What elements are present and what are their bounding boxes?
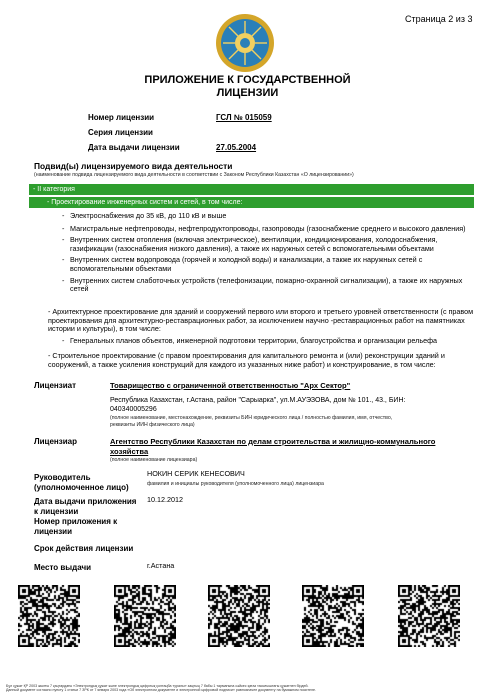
document-title-line2: ЛИЦЕНЗИИ: [216, 87, 279, 99]
engineering-design-label: - Проектирование инженерных систем и сетей, в том числе:: [47, 199, 243, 206]
engineering-items-list: [62, 212, 474, 294]
qr-code-icon: [302, 585, 364, 647]
head-label-line2: (уполномоченное лицо): [34, 483, 129, 492]
appendix-date-value: 10.12.2012: [147, 495, 183, 504]
licensee-note: (полное наименование, местонахождение, реквизиты БИН юридического лица / полностью фамилия, имя, отчество, реквизиты ИИН физического лица): [110, 415, 393, 428]
appendix-number-label: Номер приложения к: [34, 517, 118, 526]
license-issue-date-label: Дата выдачи лицензии: [88, 143, 180, 152]
footer-legal-note: [6, 684, 490, 693]
list-item: - Внутренних систем слаботочных устройств (телефонизации, пожарно-охранной сигнализации), а также их наружных сетей: [62, 275, 463, 294]
appendix-number-label-line2: лицензии: [34, 527, 73, 536]
document-title: ПРИЛОЖЕНИЕ К ГОСУДАРСТВЕННОЙ: [144, 74, 351, 86]
list-item: - Внутренних систем водопровода (горячей и холодной воды) и канализации, а также их наружных сетей с вспомогательными объектами: [62, 255, 423, 273]
category-row: [29, 184, 474, 195]
list-item: - Магистральные нефтепроводы, нефтепродуктопроводы, газопроводы (газоснабжение среднего и высокого давления): [62, 223, 466, 233]
license-series-label: Серия лицензии: [88, 128, 153, 137]
qr-code-icon: [114, 585, 176, 647]
qr-code-icon: [18, 585, 80, 647]
list-item: - Электроснабжения до 35 кВ, до 110 кВ и выше: [62, 211, 227, 220]
licensee-address: Республика Казахстан, г.Астана, район "Сарыарка", ул.М.АУЭЗОВА, дом № 101., 43., БИН: 040340005296: [110, 397, 406, 413]
qr-code-icon: [398, 585, 460, 647]
subtype-note: (наименование подвида лицензируемого вида деятельности в соответствии с Законом Республики Казахстан «О лицензировании»): [34, 172, 354, 178]
licensor-name-line1: Агентство Республики Казахстан по делам строительства и жилищно-коммунального: [110, 437, 436, 446]
licensor-note: (полное наименование лицензиара): [110, 457, 198, 463]
appendix-date-label: Дата выдачи приложения: [34, 497, 137, 506]
licensor-name-line2: хозяйства: [110, 447, 149, 456]
licensee-name: Товарищество с ограниченной ответственностью "Арх Сектор": [110, 381, 351, 390]
licensor-label: Лицензиар: [34, 437, 77, 446]
license-number-label: Номер лицензии: [88, 113, 155, 122]
list-item: - Внутренних систем отопления (включая электрическое), вентиляции, кондиционирования, холодоснабжения, газификации (газоснабжения низкого давления), а также их наружных сетей с вспомогательными объектами: [62, 235, 438, 253]
architecture-design-text: - Архитектурное проектирование для зданий и сооружений первого или второго и третьего уровней ответственности (с правом проектирования для архитектурно-реставрационных работ, за исключением научно -реставрационных работ на памятниках истории и культуры), в том числе:: [48, 307, 474, 334]
place-label: Место выдачи: [34, 563, 92, 572]
category-label: - II категория: [33, 186, 75, 193]
state-emblem-icon: [214, 12, 276, 74]
licensee-label: Лицензиат: [34, 381, 76, 390]
head-name: НОКИН СЕРИК КЕНЕСОВИЧ: [147, 469, 245, 478]
engineering-design-row: [29, 197, 474, 208]
qr-code-icon: [208, 585, 270, 647]
footer-line-russian: Данный документ согласно пункту 1 статьи 7 ЗРК от 7 января 2003 года «Об электронном документе и электронной цифровой подписи» равнозначен документу на бумажном носителе.: [6, 688, 316, 693]
footer-line-kazakh: Бұл құжат ҚР 2003 жылғы 7 қаңтардағы «Электрондық құжат және электрондық цифрлық қолтаңба туралы» заңның 7 бабы 1 тармағына сәйкес қағаз тасығыштағы құжатпен бірдей.: [6, 684, 309, 688]
head-note: фамилия и инициалы руководителя (уполномоченного лица) лицензиара: [147, 481, 324, 487]
construction-design-text: - Строительное проектирование (с правом проектирования для капитального ремонта и (или) реконструкции зданий и сооружений, а также усиления конструкций для каждого из указанных ниже работ) и конструирование, в том числе:: [48, 351, 445, 369]
head-label: Руководитель: [34, 473, 91, 482]
license-issue-date-value: 27.05.2004: [216, 143, 257, 152]
license-number-value: ГСЛ № 015059: [216, 113, 272, 122]
appendix-date-label-line2: к лицензии: [34, 507, 79, 516]
subtype-heading: Подвид(ы) лицензируемого вида деятельности: [34, 161, 233, 171]
place-value: г.Астана: [147, 561, 175, 570]
architecture-sub-item: - Генеральных планов объектов, инженерной подготовки территории, благоустройства и организации рельефа: [62, 336, 437, 345]
validity-label: Срок действия лицензии: [34, 544, 134, 553]
page-number: Страница 2 из 3: [405, 14, 473, 24]
